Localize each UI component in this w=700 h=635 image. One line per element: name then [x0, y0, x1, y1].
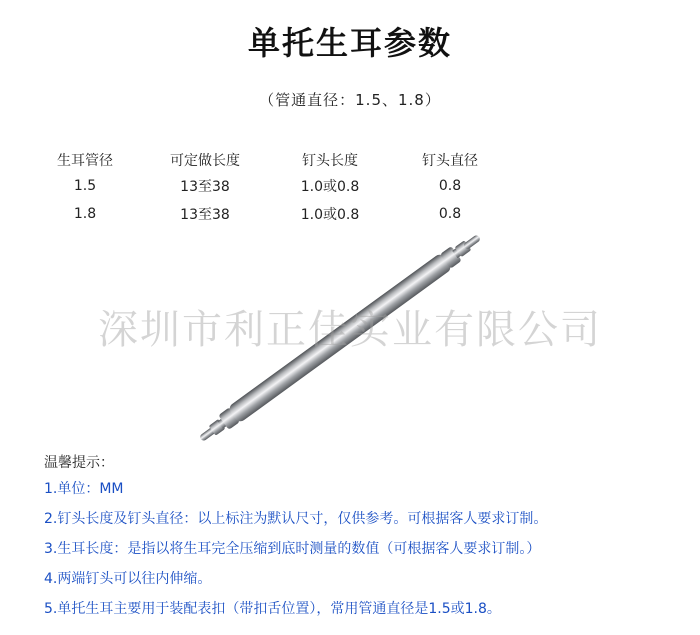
tips-heading: 温馨提示：: [44, 455, 114, 471]
tip-item: 4.两端钉头可以往内伸缩。: [44, 571, 212, 587]
column-header: 生耳管径: [57, 153, 113, 169]
page-subtitle: （管通直径：1.5、1.8）: [259, 91, 441, 109]
table-cell: 1.8: [73, 206, 97, 222]
table-cell: 1.5: [73, 178, 97, 194]
column-header: 可定做长度: [170, 153, 240, 169]
watermark: 深圳市利正佳实业有限公司: [98, 307, 602, 353]
spring-bar-pin-image: [170, 230, 510, 445]
table-cell: 13至38: [180, 207, 230, 223]
table-cell: 0.8: [438, 206, 462, 222]
tip-item: 2.钉头长度及钉头直径：以上标注为默认尺寸，仅供参考。可根据客人要求订制。: [44, 511, 548, 527]
tips-list: [44, 480, 547, 630]
spec-table: [30, 148, 510, 228]
page-title: 单托生耳参数: [247, 24, 452, 62]
tip-item: 5.单托生耳主要用于装配表扣（带扣舌位置），常用管通直径是1.5或1.8。: [44, 601, 501, 617]
pin-tube: [227, 252, 452, 423]
tip-item: 1.单位：MM: [44, 481, 124, 497]
column-header: 钉头直径: [422, 153, 478, 169]
table-row: [30, 200, 510, 228]
table-header-row: [30, 148, 510, 172]
table-cell: 1.0或0.8: [300, 179, 360, 195]
column-header: 钉头长度: [302, 153, 358, 169]
table-cell: 0.8: [438, 178, 462, 194]
tip-item: 3.生耳长度：是指以将生耳完全压缩到底时测量的数值（可根据客人要求订制。）: [44, 541, 541, 557]
table-cell: 13至38: [180, 179, 230, 195]
table-cell: 1.0或0.8: [300, 207, 360, 223]
table-row: [30, 172, 510, 200]
